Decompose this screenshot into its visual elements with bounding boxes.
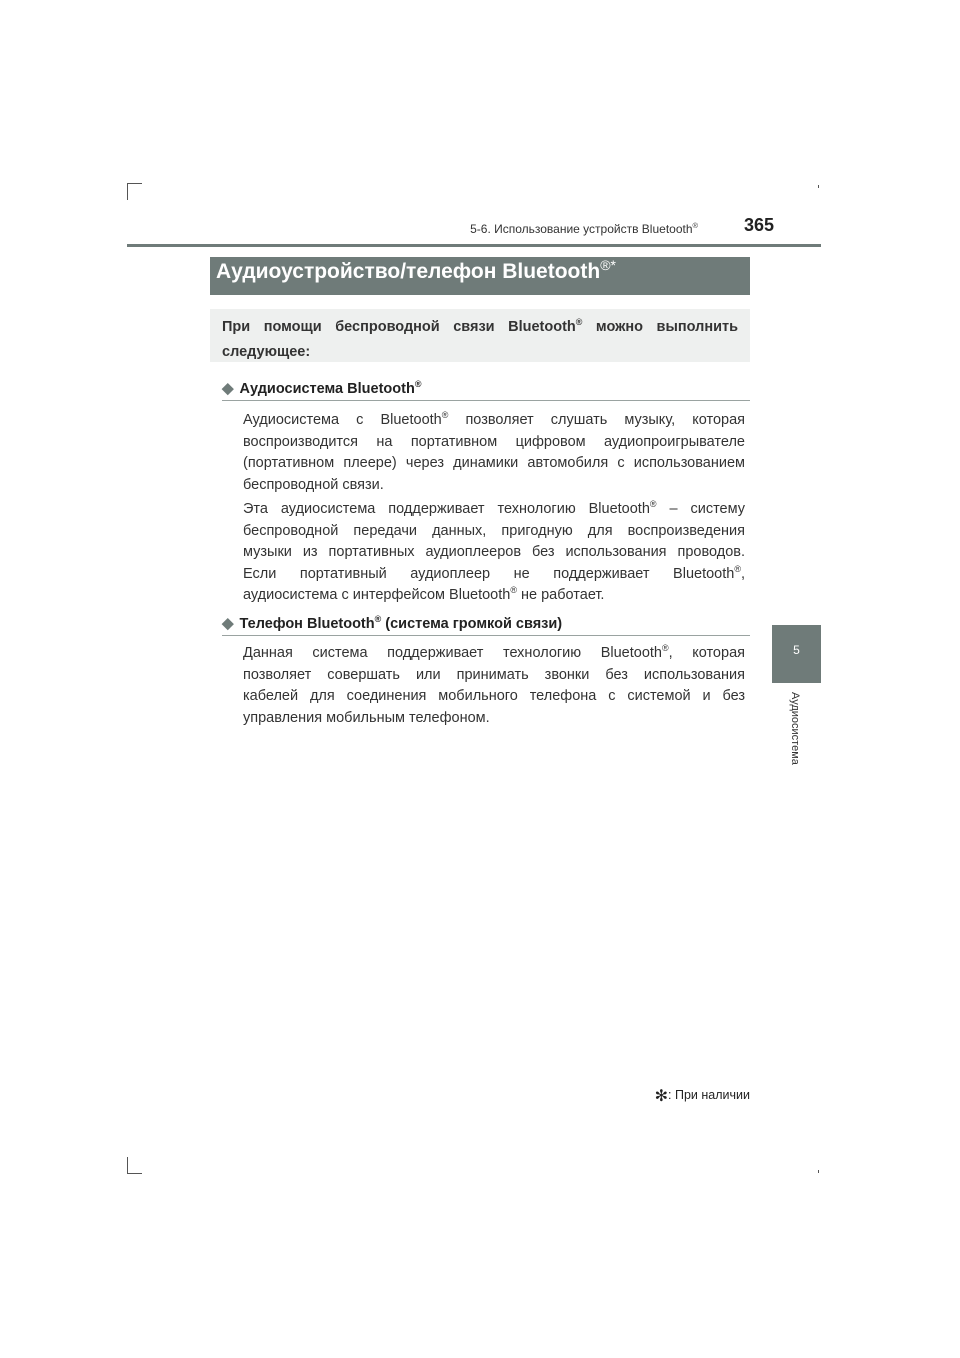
text-line bbox=[243, 643, 745, 665]
crop-mark-top-left-h bbox=[127, 183, 142, 184]
chapter-label: Аудиосистема bbox=[789, 692, 801, 765]
text-line: воспроизводится на портативном цифровом аудиопроигрывателе bbox=[243, 433, 745, 450]
text: позволяет слушать музыку, которая bbox=[448, 412, 745, 428]
text: Аудиосистема с Bluetooth bbox=[243, 412, 442, 428]
diamond-icon: ◆ bbox=[222, 615, 234, 632]
section-title: 5-6. Использование устройств Bluetooth bbox=[470, 222, 693, 236]
paragraph-audio-1 bbox=[243, 410, 745, 496]
crop-mark-bottom-right bbox=[818, 1170, 819, 1173]
text: Данная система поддерживает технологию Bluetooth bbox=[243, 645, 662, 661]
section-heading-text: Аудиосистема Bluetooth bbox=[239, 381, 415, 397]
text-line: музыки из портативных аудиоплееров без использования проводов. bbox=[243, 544, 745, 560]
chapter-tab[interactable]: 5 bbox=[772, 625, 821, 683]
intro-line bbox=[222, 315, 738, 340]
asterisk-icon: ✻ bbox=[654, 1088, 669, 1105]
registered-mark: ® bbox=[414, 379, 422, 390]
intro-text: можно выполнить bbox=[582, 319, 739, 335]
section-rule bbox=[222, 400, 750, 401]
header-rule bbox=[127, 244, 821, 247]
text: , которая bbox=[668, 645, 745, 661]
registered-mark: ® bbox=[510, 585, 517, 596]
registered-mark: ® bbox=[441, 410, 449, 421]
text: , bbox=[740, 565, 745, 582]
text-line bbox=[243, 410, 745, 432]
section-heading-text: Телефон Bluetooth bbox=[239, 616, 375, 632]
footnote-text: : При наличии bbox=[668, 1088, 750, 1102]
text-line: позволяет совершать или принимать звонки без использования bbox=[243, 666, 745, 683]
text-line bbox=[243, 585, 745, 607]
registered-mark: ® bbox=[692, 221, 698, 230]
paragraph-phone bbox=[243, 643, 745, 729]
text-line bbox=[243, 499, 745, 521]
diamond-icon: ◆ bbox=[222, 380, 234, 397]
footnote bbox=[655, 1086, 750, 1106]
crop-mark-top-right bbox=[818, 185, 819, 188]
text-line: беспроводной передачи данных, пригодную для воспроизведения bbox=[243, 522, 745, 539]
intro-text: При помощи беспроводной связи Bluetooth bbox=[222, 319, 576, 335]
section-heading-audio bbox=[222, 379, 750, 397]
section-rule bbox=[222, 635, 750, 636]
text: аудиосистема с интерфейсом Bluetooth bbox=[243, 587, 511, 603]
registered-mark: ® bbox=[734, 563, 741, 574]
crop-mark-top-left-v bbox=[127, 183, 128, 200]
text-line: кабелей для соединения мобильного телефона с системой и без bbox=[243, 688, 745, 704]
paragraph-audio-2 bbox=[243, 499, 745, 607]
text-line bbox=[243, 564, 745, 586]
section-header bbox=[470, 222, 698, 236]
page-title bbox=[210, 257, 750, 295]
section-heading-phone bbox=[222, 614, 750, 632]
text: – систему bbox=[656, 501, 745, 517]
section-heading-text: (система громкой связи) bbox=[381, 616, 563, 632]
text-line: (портативном плеере) через динамики автомобиля с использованием bbox=[243, 455, 745, 471]
text-line: управления мобильным телефоном. bbox=[243, 709, 490, 726]
text-line: беспроводной связи. bbox=[243, 476, 384, 493]
text: не работает. bbox=[516, 587, 605, 603]
registered-mark: ® bbox=[649, 499, 657, 510]
page-title-text: Аудиоустройство/телефон Bluetooth bbox=[216, 260, 601, 283]
crop-mark-bottom-left-v bbox=[127, 1157, 128, 1174]
crop-mark-bottom-left-h bbox=[127, 1173, 142, 1174]
registered-mark: ® bbox=[575, 317, 583, 328]
registered-mark: ® bbox=[374, 614, 382, 625]
text: Если портативный аудиоплеер не поддерживает Bluetooth bbox=[243, 565, 735, 582]
text: Эта аудиосистема поддерживает технологию Bluetooth bbox=[243, 501, 650, 517]
intro-line: следующее: bbox=[222, 344, 311, 360]
page-number: 365 bbox=[744, 215, 775, 235]
intro-box bbox=[210, 309, 750, 362]
registered-mark: ® bbox=[661, 643, 669, 654]
title-mark: ®* bbox=[600, 257, 616, 273]
